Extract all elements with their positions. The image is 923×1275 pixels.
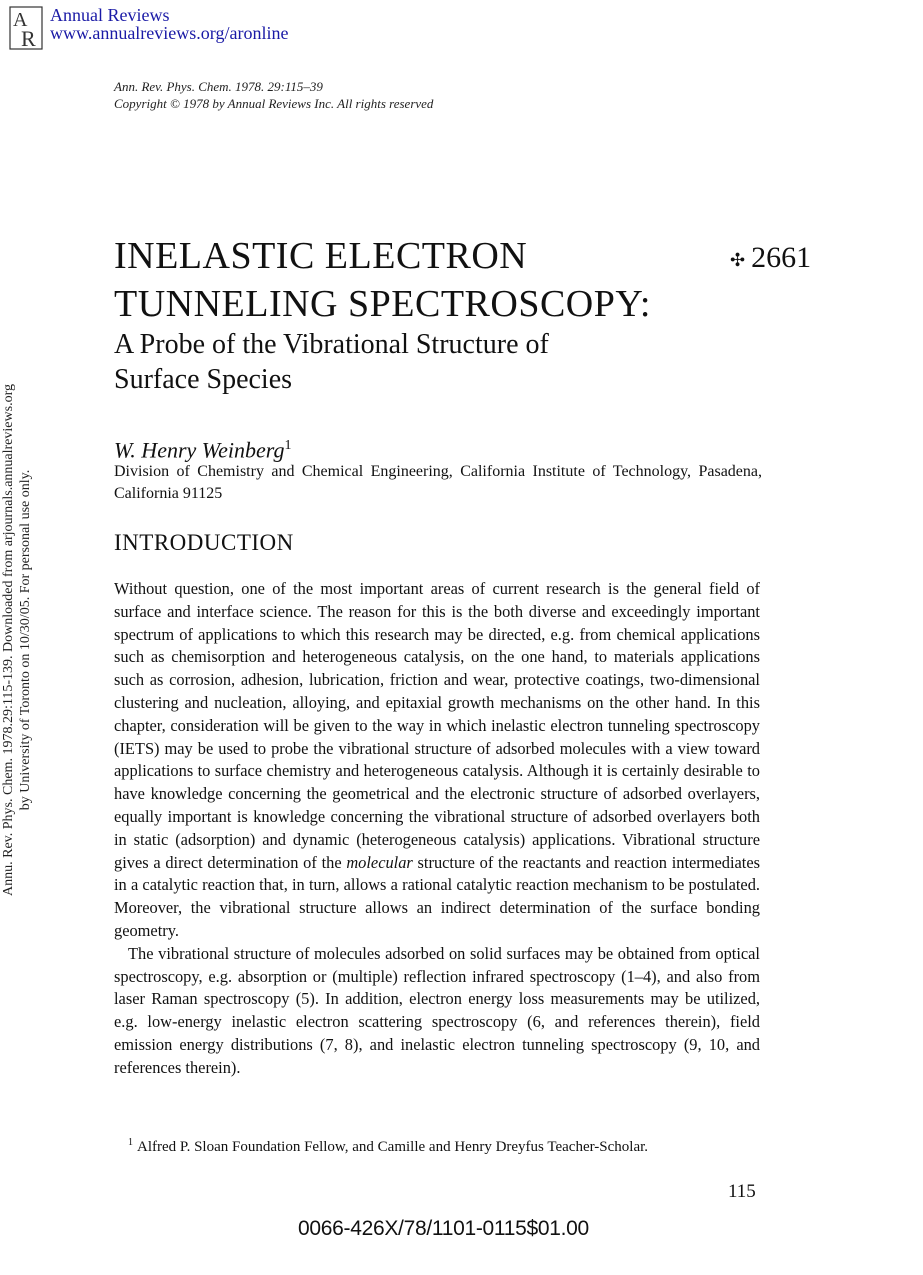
article-code [730, 238, 811, 280]
code-mark-icon: ✣ [730, 250, 746, 271]
article-code-number: 2661 [751, 241, 812, 274]
download-notice-line: by University of Toronto on 10/30/05. For personal use only. [18, 469, 33, 811]
author-footnote-marker[interactable]: 1 [284, 438, 292, 453]
footnote-text: Alfred P. Sloan Foundation Fellow, and Camille and Henry Dreyfus Teacher-Scholar. [137, 1139, 649, 1155]
issn-line: 0066-426X/78/1101-0115$01.00 [298, 1217, 589, 1240]
author [114, 432, 291, 464]
author-affiliation: Division of Chemistry and Chemical Engineering, California Institute of Technology, Pasadena, California 91125 [114, 463, 762, 502]
author-name: W. Henry Weinberg [114, 437, 285, 463]
citation-block [114, 78, 433, 112]
svg-text:R: R [21, 26, 36, 50]
footnote [114, 1133, 762, 1157]
article-subtitle-line: Surface Species [114, 364, 293, 395]
citation-line: Ann. Rev. Phys. Chem. 1978. 29:115–39 [114, 79, 323, 94]
publisher-name[interactable]: Annual Reviews [50, 5, 170, 25]
svg-text:A: A [13, 9, 28, 31]
paragraph: Without question, one of the most important areas of current research is the general field of surface and interface science. The reason for this is the both diverse and exceedingly important spectrum of applications to which this research may be directed, e.g. from chemical applications such as chemisorption and heterogeneous catalysis, on the one hand, to materials applications such as corrosion, adhesion, lubrication, friction and wear, protective coatings, two-dimensional clustering and nucleation, alloying, and epitaxial growth mechanisms on the other hand. In this chapter, consideration will be given to the way in which inelastic electron tunneling spectroscopy (IETS) may be used to probe the vibrational structure of adsorbed molecules with a view toward applications to surface chemistry and heterogeneous catalysis. Although it is certainly desirable to have knowledge concerning the geometrical and the electronic structure of adsorbed overlayers, equally important is knowledge concerning the vibrational structure of adsorbed overlayers both in static (adsorption) and dynamic (heterogeneous catalysis) applications. Vibrational structure gives a direct determination of the molecular structure of the reactants and reaction intermediates in a catalytic reaction that, in turn, allows a rational catalytic reaction mechanism to be postulated. Moreover, the vibrational structure allows an indirect determination of the surface bonding geometry. [114, 579, 760, 940]
page-number: 115 [728, 1181, 756, 1202]
emphasis: molecular [346, 852, 413, 872]
section-body [114, 578, 760, 1080]
download-notice [0, 330, 40, 950]
section-heading: INTRODUCTION [114, 530, 294, 555]
footnote-marker: 1 [128, 1137, 133, 1148]
article-subtitle-line: A Probe of the Vibrational Structure of [114, 329, 549, 360]
publisher-url-link[interactable]: www.annualreviews.org/aronline [50, 23, 289, 43]
download-notice-line: Annu. Rev. Phys. Chem. 1978.29:115-139. Downloaded from arjournals.annualreviews.org [1, 384, 16, 896]
copyright-line: Copyright © 1978 by Annual Reviews Inc. All rights reserved [114, 96, 434, 111]
paragraph: The vibrational structure of molecules adsorbed on solid surfaces may be obtained from optical spectroscopy, e.g. absorption or (multiple) reflection infrared spectroscopy (1–4), and also from laser Raman spectroscopy (5). In addition, electron energy loss measurements may be utilized, e.g. low-energy inelastic electron scattering spectroscopy (6, and references therein), field emission energy distributions (7, 8), and inelastic electron tunneling spectroscopy (9, 10, and references therein). [114, 943, 760, 1077]
article-title-line: INELASTIC ELECTRON [114, 235, 528, 277]
article-title-line: TUNNELING SPECTROSCOPY: [114, 283, 651, 325]
annual-reviews-logo-icon [9, 6, 43, 50]
